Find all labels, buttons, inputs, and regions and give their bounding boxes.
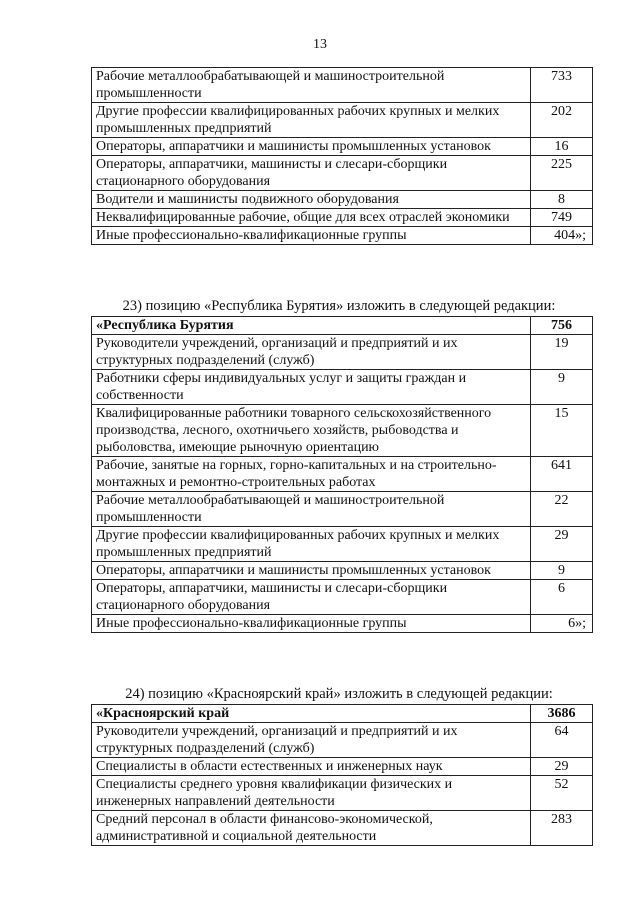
table-row <box>92 492 593 527</box>
table-row <box>92 138 593 156</box>
region-name: «Республика Бурятия <box>92 317 531 335</box>
row-value: 16 <box>531 138 593 156</box>
row-name: Специалисты среднего уровня квалификации физических и инженерных направлений деятельности <box>92 776 531 811</box>
table-row <box>92 103 593 138</box>
row-value: 64 <box>531 723 593 758</box>
table-row <box>92 156 593 191</box>
table-row <box>92 191 593 209</box>
table-krasnoyarsk <box>91 704 593 846</box>
row-value: 202 <box>531 103 593 138</box>
table-row <box>92 527 593 562</box>
paragraph-23: 23) позицию «Республика Бурятия» изложить в следующей редакции: <box>122 298 556 314</box>
table-row <box>92 335 593 370</box>
row-value: 404»; <box>531 227 593 245</box>
row-name: Средний персонал в области финансово-экономической, административной и социальной деятельности <box>92 811 531 846</box>
table-row <box>92 405 593 457</box>
row-value: 29 <box>531 758 593 776</box>
table-row <box>92 209 593 227</box>
table-row <box>92 68 593 103</box>
table-header-row <box>92 705 593 723</box>
row-name: Квалифицированные работники товарного сельскохозяйственного производства, лесного, охотничьего хозяйств, рыбоводства и рыболовства, имеющие рыночную ориентацию <box>92 405 531 457</box>
row-value: 6»; <box>531 615 593 633</box>
row-name: Руководители учреждений, организаций и предприятий и их структурных подразделений (служб) <box>92 723 531 758</box>
paragraph-24: 24) позицию «Красноярский край» изложить в следующей редакции: <box>125 686 553 702</box>
table-row <box>92 723 593 758</box>
region-name: «Красноярский край <box>92 705 531 723</box>
row-name: Рабочие металлообрабатывающей и машиностроительной промышленности <box>92 492 531 527</box>
row-value: 749 <box>531 209 593 227</box>
row-name: Специалисты в области естественных и инженерных наук <box>92 758 531 776</box>
table-row <box>92 370 593 405</box>
table-continuation <box>91 67 593 245</box>
row-value: 225 <box>531 156 593 191</box>
table-header-row <box>92 317 593 335</box>
row-name: Руководители учреждений, организаций и предприятий и их структурных подразделений (служб) <box>92 335 531 370</box>
row-name: Другие профессии квалифицированных рабочих крупных и мелких промышленных предприятий <box>92 103 531 138</box>
row-name: Водители и машинисты подвижного оборудования <box>92 191 531 209</box>
table-row <box>92 776 593 811</box>
row-name: Операторы, аппаратчики и машинисты промышленных установок <box>92 138 531 156</box>
table-row <box>92 580 593 615</box>
row-name: Иные профессионально-квалификационные группы <box>92 227 531 245</box>
row-name: Рабочие металлообрабатывающей и машиностроительной промышленности <box>92 68 531 103</box>
table-row <box>92 562 593 580</box>
row-name: Другие профессии квалифицированных рабочих крупных и мелких промышленных предприятий <box>92 527 531 562</box>
row-value: 52 <box>531 776 593 811</box>
row-name: Операторы, аппаратчики, машинисты и слесари-сборщики стационарного оборудования <box>92 580 531 615</box>
page-number: 13 <box>313 37 327 52</box>
table-row <box>92 758 593 776</box>
region-total: 756 <box>531 317 593 335</box>
table-row <box>92 227 593 245</box>
row-name: Неквалифицированные рабочие, общие для всех отраслей экономики <box>92 209 531 227</box>
row-value: 22 <box>531 492 593 527</box>
row-name: Рабочие, занятые на горных, горно-капитальных и на строительно-монтажных и ремонтно-строительных работах <box>92 457 531 492</box>
row-value: 19 <box>531 335 593 370</box>
row-value: 29 <box>531 527 593 562</box>
row-name: Операторы, аппаратчики, машинисты и слесари-сборщики стационарного оборудования <box>92 156 531 191</box>
row-value: 9 <box>531 370 593 405</box>
row-value: 6 <box>531 580 593 615</box>
table-row <box>92 811 593 846</box>
table-row <box>92 457 593 492</box>
row-value: 641 <box>531 457 593 492</box>
row-value: 733 <box>531 68 593 103</box>
row-value: 283 <box>531 811 593 846</box>
table-buryatia <box>91 316 593 633</box>
row-name: Иные профессионально-квалификационные группы <box>92 615 531 633</box>
row-value: 9 <box>531 562 593 580</box>
row-name: Операторы, аппаратчики и машинисты промышленных установок <box>92 562 531 580</box>
row-value: 15 <box>531 405 593 457</box>
row-name: Работники сферы индивидуальных услуг и защиты граждан и собственности <box>92 370 531 405</box>
region-total: 3686 <box>531 705 593 723</box>
table-row <box>92 615 593 633</box>
row-value: 8 <box>531 191 593 209</box>
